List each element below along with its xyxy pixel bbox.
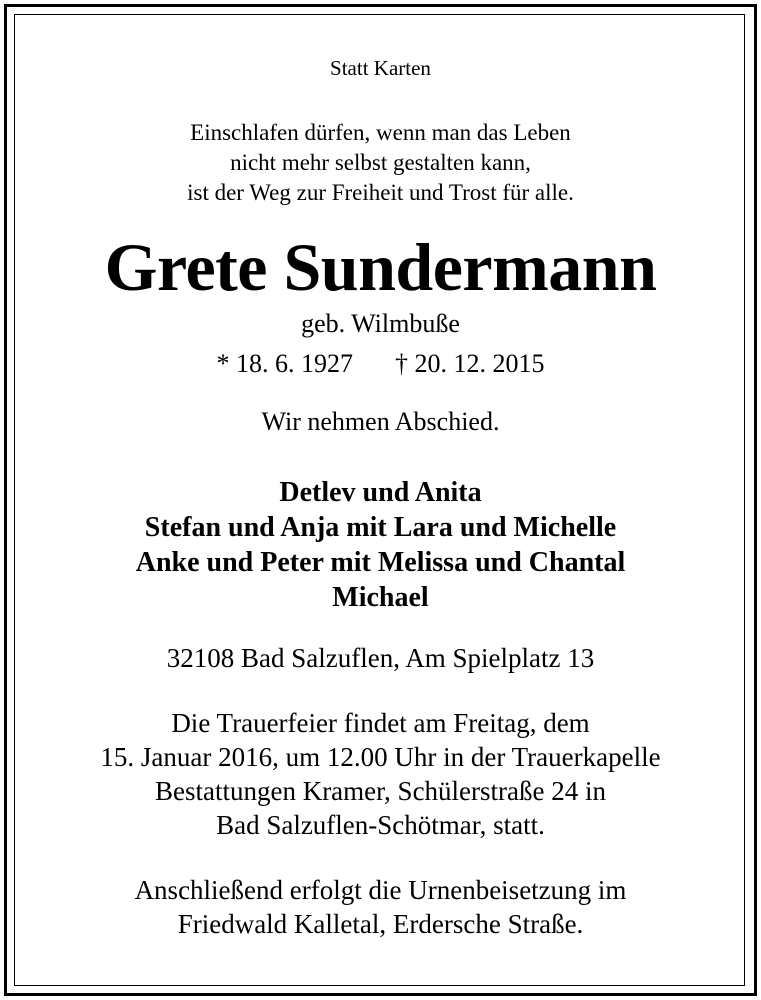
verse-line: Einschlafen dürfen, wenn man das Leben <box>190 120 571 145</box>
family-line: Stefan und Anja mit Lara und Michelle <box>144 512 617 543</box>
burial-line: Friedwald Kalletal, Erdersche Straße. <box>177 909 584 939</box>
address: 32108 Bad Salzuflen, Am Spielplatz 13 <box>166 643 595 673</box>
verse-line: nicht mehr selbst gestalten kann, <box>230 150 531 175</box>
burial-line: Anschließend erfolgt die Urnenbeisetzung im <box>134 875 627 905</box>
deceased-name: Grete Sundermann <box>104 229 657 305</box>
service-line: 15. Januar 2016, um 12.00 Uhr in der Trauerkapelle <box>100 742 661 772</box>
family-line: Detlev und Anita <box>279 477 482 508</box>
family-line: Michael <box>332 582 429 613</box>
service-line: Die Trauerfeier findet am Freitag, dem <box>171 708 590 738</box>
header-text: Statt Karten <box>330 56 431 80</box>
farewell-text: Wir nehmen Abschied. <box>261 407 500 436</box>
life-dates <box>0 351 761 377</box>
maiden-name: geb. Wilmbuße <box>301 309 460 338</box>
verse-line: ist der Weg zur Freiheit und Trost für alle. <box>187 180 574 205</box>
family-line: Anke und Peter mit Melissa und Chantal <box>135 547 626 578</box>
service-line: Bestattungen Kramer, Schülerstraße 24 in <box>154 776 607 806</box>
death-date: † 20. 12. 2015 <box>395 349 545 378</box>
birth-date: * 18. 6. 1927 <box>216 349 353 378</box>
service-line: Bad Salzuflen-Schötmar, statt. <box>216 810 545 840</box>
